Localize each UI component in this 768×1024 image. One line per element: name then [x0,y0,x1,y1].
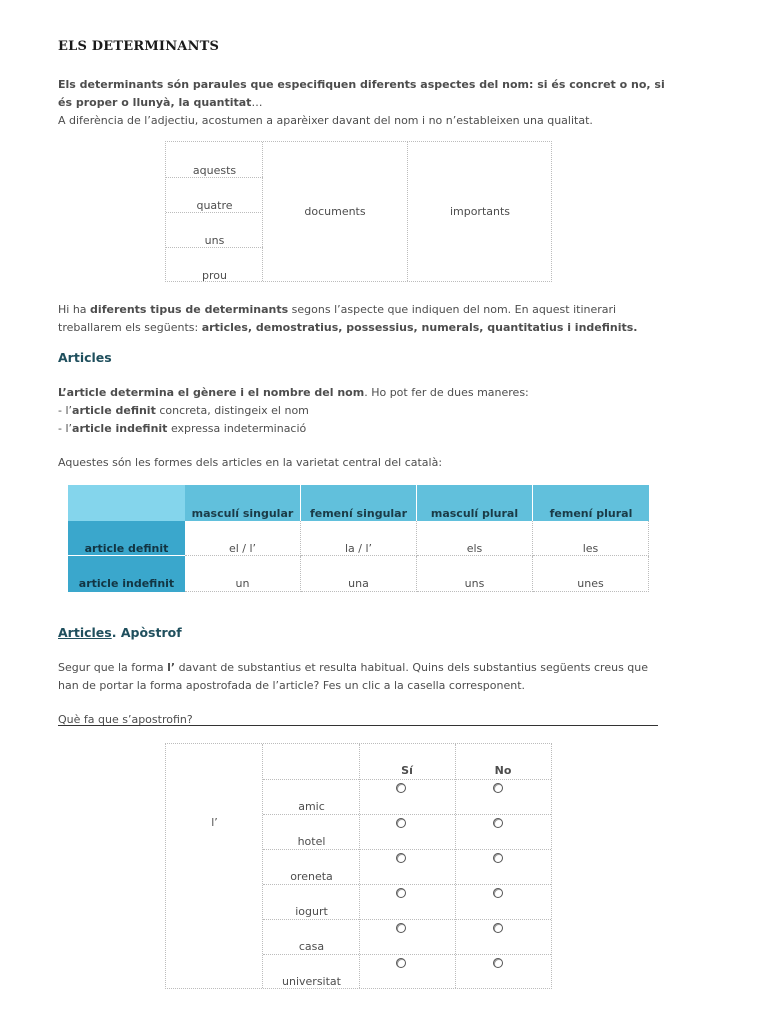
corner-cell [68,485,185,521]
table-cell: el / l’ [185,521,301,556]
text-bold: articles, demostratius, possessius, numerals, quantitatius i indefinits. [201,321,638,334]
table-cell: la / l’ [301,521,417,556]
radio-hotel-yes[interactable] [396,818,406,828]
divider [263,954,551,955]
determiner-cell: aquests [192,164,237,177]
text-bold: l’ [167,661,176,674]
text: concreta, distingeix el nom [155,404,309,417]
radio-iogurt-no[interactable] [493,888,503,898]
divider [263,919,551,920]
table-cell: les [533,521,649,556]
intro-line-3: A diferència de l’adjectiu, acostumen a aparèixer davant del nom i no n’estableixen una qualitat. [58,114,593,127]
articles-paragraph [58,384,668,438]
word-cell: amic [298,800,325,813]
articles-table [68,485,649,592]
apostrophe-paragraph [58,659,668,695]
intro-paragraph [58,76,668,130]
header-cell: femení plural [533,485,649,521]
page-title: ELS DETERMINANTS [58,39,220,54]
divider [263,814,551,815]
text: davant de substantius et resulta habitual. Quins dels substantius següents creus que [175,661,649,674]
radio-amic-no[interactable] [493,783,503,793]
apostrophe-heading [58,625,182,640]
header-cell: femení singular [301,485,417,521]
word-cell: casa [298,940,325,953]
row-header: article indefinit [68,556,185,592]
radio-amic-yes[interactable] [396,783,406,793]
radio-oreneta-no[interactable] [493,853,503,863]
radio-universitat-yes[interactable] [396,958,406,968]
text-bold: article definit [72,404,156,417]
apostrophe-quiz-table [165,743,552,989]
table-cell: una [301,556,417,592]
divider [263,884,551,885]
radio-casa-no[interactable] [493,923,503,933]
text: segons l’aspecte que indiquen del nom. En aquest itinerari [288,303,617,316]
determiner-cell: quatre [196,199,233,212]
divider [166,212,263,213]
intro-line-2: és proper o llunyà, la quantitat [58,96,252,109]
text: han de portar la forma apostrofada de l’article? Fes un clic a la casella corresponent. [58,679,526,692]
radio-iogurt-yes[interactable] [396,888,406,898]
text-bold: article indefinit [72,422,168,435]
text-bold: L’article determina el gènere i el nombre del nom [58,386,365,399]
row-header: article definit [68,521,185,556]
text: Hi ha [58,303,91,316]
yes-header: Sí [401,764,413,777]
text-bold: diferents tipus de determinants [90,303,289,316]
text: treballarem els següents: [58,321,202,334]
determiner-cell: uns [204,234,225,247]
text: . Ho pot fer de dues maneres: [364,386,529,399]
forms-intro: Aquestes són les formes dels articles en la varietat central del català: [58,456,443,469]
text: - l’ [58,404,73,417]
question-label: Què fa que s’apostrofin? [58,713,193,726]
radio-casa-yes[interactable] [396,923,406,933]
header-cell: masculí plural [417,485,533,521]
text: - l’ [58,422,73,435]
text: Segur que la forma [58,661,168,674]
header-cell: masculí singular [185,485,301,521]
table-cell: uns [417,556,533,592]
adjective-cell: importants [449,205,511,218]
intro-line-1: Els determinants són paraules que especifiquen diferents aspectes del nom: si és concret o no, si [58,78,665,91]
divider [263,849,551,850]
radio-oreneta-yes[interactable] [396,853,406,863]
types-paragraph [58,301,668,337]
table-cell: els [417,521,533,556]
articles-link[interactable]: Articles [58,625,112,640]
determiners-column [166,142,263,281]
radio-hotel-no[interactable] [493,818,503,828]
articles-heading: Articles [58,350,112,365]
table-cell: unes [533,556,649,592]
word-cell: iogurt [295,905,328,918]
divider [263,779,551,780]
article-column [166,744,263,988]
determiner-cell: prou [202,269,227,282]
divider [166,177,263,178]
divider [166,247,263,248]
intro-ellipsis: … [251,96,263,109]
noun-cell: documents [263,142,408,281]
radio-universitat-no[interactable] [493,958,503,968]
article-cell: l’ [211,816,218,829]
word-cell: hotel [297,835,326,848]
no-header: No [494,764,512,777]
text: expressa indeterminació [167,422,307,435]
heading-rest: . Apòstrof [111,625,182,640]
example-table [165,141,552,282]
divider [455,744,456,988]
table-cell: un [185,556,301,592]
word-cell: oreneta [290,870,333,883]
word-cell: universitat [282,975,341,988]
question-underline [58,725,658,726]
